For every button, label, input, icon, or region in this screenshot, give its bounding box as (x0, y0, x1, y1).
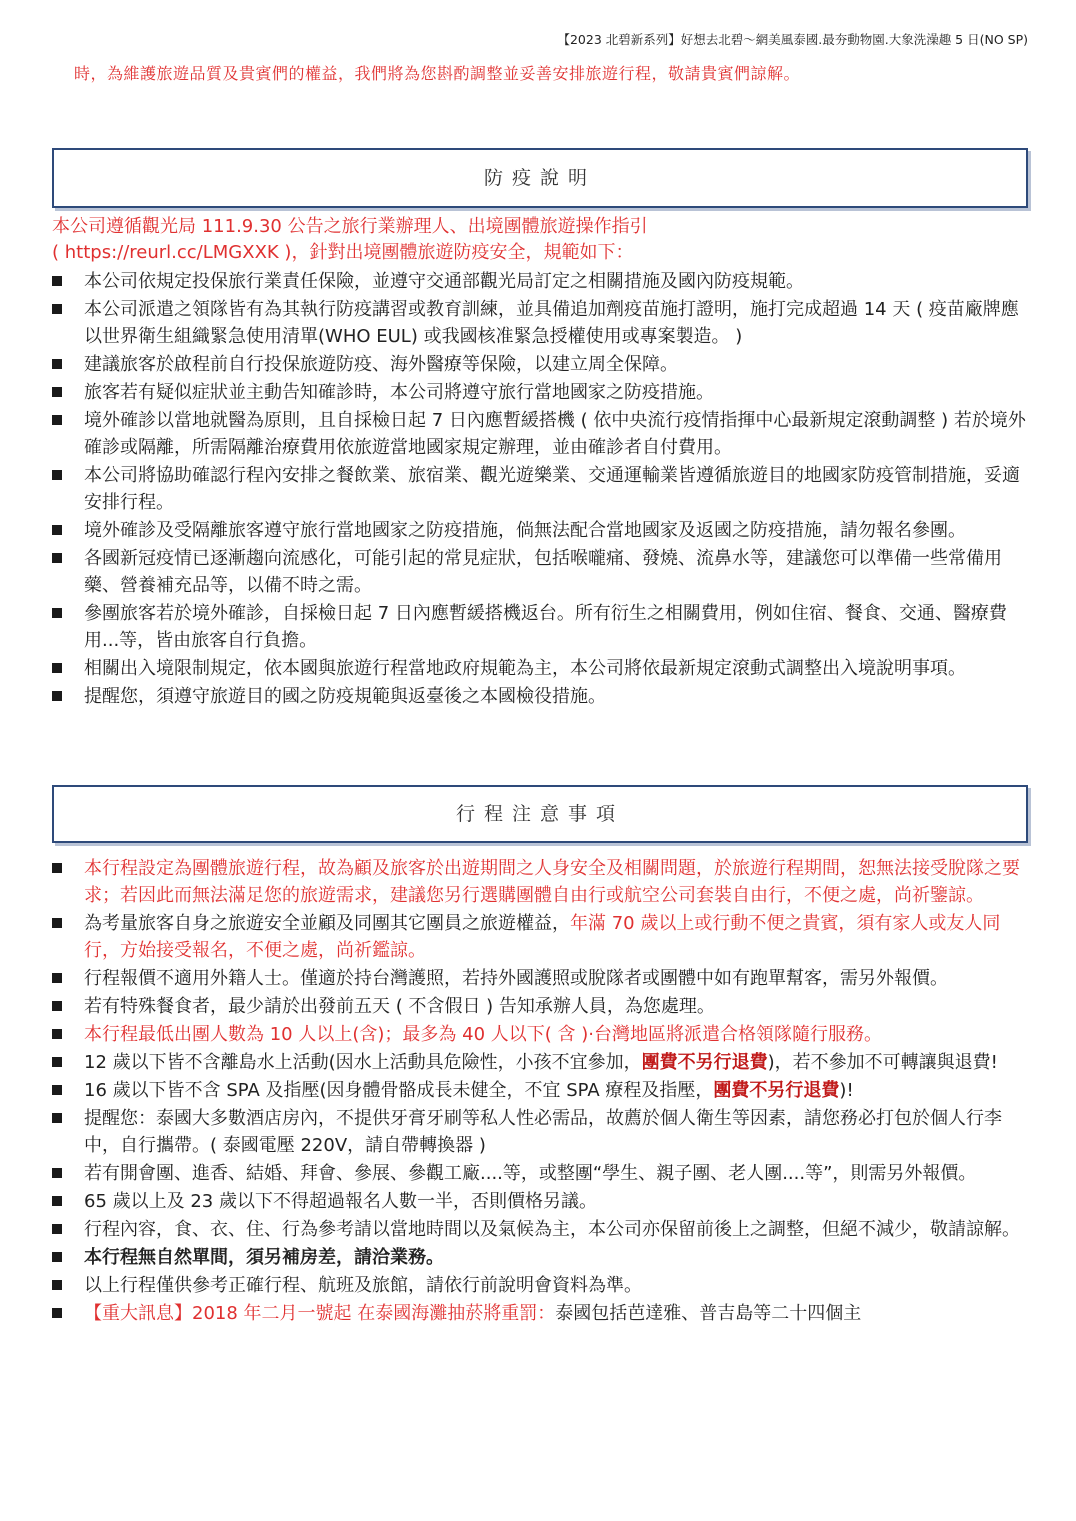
list-item-text: 本行程無自然單間，須另補房差，請洽業務。 (84, 1247, 444, 1268)
list-item (52, 910, 1032, 964)
list-item-text: 為考量旅客自身之旅遊安全並顧及同團其它團員之旅遊權益， (84, 913, 570, 934)
list-item-text: 提醒您：泰國大多數酒店房內，不提供牙膏牙刷等私人性必需品，故薦於個人衛生等因素，請您務必打包於個人行李中，自行攜帶。( 泰國電壓 220V，請自帶轉換器 ) (84, 1108, 1002, 1156)
list-item (52, 517, 1032, 544)
square-bullet-icon (52, 1252, 62, 1262)
list-item (52, 1272, 1032, 1299)
list-item-text: 65 歲以上及 23 歲以下不得超過報名人數一半，否則價格另議。 (84, 1191, 597, 1212)
list-item-text: 建議旅客於啟程前自行投保旅遊防疫、海外醫療等保險，以建立周全保障。 (84, 354, 678, 375)
list-item (52, 379, 1032, 406)
list-item-text: 本行程設定為團體旅遊行程，故為顧及旅客於出遊期間之人身安全及相關問題，於旅遊行程期間，恕無法接受脫隊之要求；若因此而無法滿足您的旅遊需求，建議您另行選購團體自由行或航空公司套裝自由行，不便之處，尚祈鑒諒。 (84, 858, 1020, 906)
square-bullet-icon (52, 470, 62, 480)
square-bullet-icon (52, 1196, 62, 1206)
adjustment-notice: 時，為維護旅遊品質及貴賓們的權益，我們將為您斟酌調整並妥善安排旅遊行程，敬請貴賓們諒解。 (74, 64, 801, 83)
epidemic-intro-line-2: ( https://reurl.cc/LMGXXK )，針對出境團體旅遊防疫安全，規範如下： (52, 242, 634, 263)
list-item (52, 683, 1032, 710)
list-item-text: 若有特殊餐食者，最少請於出發前五天 ( 不含假日 ) 告知承辦人員，為您處理。 (84, 996, 715, 1017)
epidemic-intro-line-1: 本公司遵循觀光局 111.9.30 公告之旅行業辦理人、出境團體旅遊操作指引 (52, 216, 648, 237)
square-bullet-icon (52, 1308, 62, 1318)
list-item (52, 993, 1032, 1020)
list-item-text: 旅客若有疑似症狀並主動告知確診時，本公司將遵守旅行當地國家之防疫措施。 (84, 382, 714, 403)
list-item-text: 若有開會團、進香、結婚、拜會、參展、參觀工廠....等，或整團“學生、親子團、老人團....等”，則需另外報價。 (84, 1163, 977, 1184)
list-item-text: 12 歲以下皆不含離島水上活動(因水上活動具危險性，小孩不宜參加， (84, 1052, 642, 1073)
list-item (52, 268, 1032, 295)
list-item-text: 本行程最低出團人數為 10 人以上(含)；最多為 40 人以下( 含 )·台灣地區將派遣合格領隊隨行服務。 (84, 1024, 882, 1045)
epidemic-intro (52, 214, 1032, 266)
square-bullet-icon (52, 387, 62, 397)
square-bullet-icon (52, 863, 62, 873)
list-item-text: 本公司將協助確認行程內安排之餐飲業、旅宿業、觀光遊樂業、交通運輸業皆遵循旅遊目的地國家防疫管制措施，妥適安排行程。 (84, 465, 1020, 513)
itinerary-notes-list (52, 855, 1032, 1328)
list-item-text: 本公司派遣之領隊皆有為其執行防疫講習或教育訓練，並具備追加劑疫苗施打證明，施打完成超過 14 天 ( 疫苗廠牌應以世界衛生組織緊急使用清單(WHO EUL) 或我國核准緊急授權使用或專案製造。 ) (84, 299, 1019, 347)
list-item-text: 泰國包括芭達雅、普吉島等二十四個主 (555, 1303, 862, 1324)
list-item (52, 1049, 1032, 1076)
list-item (52, 1105, 1032, 1159)
list-item-text: 本公司依規定投保旅行業責任保險，並遵守交通部觀光局訂定之相關措施及國內防疫規範。 (84, 271, 804, 292)
list-item (52, 1160, 1032, 1187)
section-title-epidemic: 防疫說明 (483, 167, 596, 189)
list-item (52, 600, 1032, 654)
list-item-text: )，若不參加不可轉讓與退費! (767, 1052, 998, 1073)
list-item (52, 655, 1032, 682)
list-item-text: 行程內容，食、衣、住、行為參考請以當地時間以及氣候為主，本公司亦保留前後上之調整，但絕不減少，敬請諒解。 (84, 1219, 1020, 1240)
square-bullet-icon (52, 691, 62, 701)
square-bullet-icon (52, 276, 62, 286)
square-bullet-icon (52, 1113, 62, 1123)
square-bullet-icon (52, 525, 62, 535)
square-bullet-icon (52, 1085, 62, 1095)
square-bullet-icon (52, 304, 62, 314)
epidemic-rules-list (52, 268, 1032, 711)
list-item-text: 相關出入境限制規定，依本國與旅遊行程當地政府規範為主，本公司將依最新規定滾動式調整出入境說明事項。 (84, 658, 966, 679)
list-item-text: 團費不另行退費 (641, 1052, 768, 1073)
list-item-text: 團費不另行退費 (713, 1080, 840, 1101)
square-bullet-icon (52, 553, 62, 563)
square-bullet-icon (52, 1168, 62, 1178)
list-item-text: 行程報價不適用外籍人士。僅適於持台灣護照，若持外國護照或脫隊者或團體中如有跑單幫客，需另外報價。 (84, 968, 948, 989)
square-bullet-icon (52, 663, 62, 673)
square-bullet-icon (52, 1001, 62, 1011)
section-title-box-notes (52, 785, 1028, 843)
square-bullet-icon (52, 1224, 62, 1234)
list-item (52, 1077, 1032, 1104)
list-item-text: 境外確診及受隔離旅客遵守旅行當地國家之防疫措施，倘無法配合當地國家及返國之防疫措施，請勿報名參團。 (84, 520, 966, 541)
list-item-text: 提醒您，須遵守旅遊目的國之防疫規範與返臺後之本國檢役措施。 (84, 686, 606, 707)
list-item-text: 參團旅客若於境外確診，自採檢日起 7 日內應暫緩搭機返台。所有衍生之相關費用，例如住宿、餐食、交通、醫療費用...等，皆由旅客自行負擔。 (84, 603, 1007, 651)
list-item-text: 年滿 70 歲以上或行動不便之貴賓，須有家人或友人同行，方始接受報名，不便之處，尚祈鑑諒。 (84, 913, 1001, 961)
square-bullet-icon (52, 1057, 62, 1067)
list-item-text: 16 歲以下皆不含 SPA 及指壓(因身體骨骼成長未健全，不宜 SPA 療程及指壓， (84, 1080, 714, 1101)
list-item (52, 965, 1032, 992)
square-bullet-icon (52, 415, 62, 425)
section-title-notes: 行程注意事項 (455, 803, 624, 825)
square-bullet-icon (52, 973, 62, 983)
list-item (52, 855, 1032, 909)
list-item-text: 【重大訊息】2018 年二月一號起 在泰國海灘抽菸將重罰： (84, 1303, 556, 1324)
square-bullet-icon (52, 1029, 62, 1039)
square-bullet-icon (52, 1280, 62, 1290)
list-item (52, 296, 1032, 350)
list-item (52, 407, 1032, 461)
list-item-text: )! (839, 1080, 854, 1101)
list-item-text: 各國新冠疫情已逐漸趨向流感化，可能引起的常見症狀，包括喉嚨痛、發燒、流鼻水等，建議您可以準備一些常備用藥、營養補充品等，以備不時之需。 (84, 548, 1002, 596)
list-item (52, 1216, 1032, 1243)
square-bullet-icon (52, 918, 62, 928)
list-item-text: 境外確診以當地就醫為原則，且自採檢日起 7 日內應暫緩搭機 ( 依中央流行疫情指揮中心最新規定滾動調整 ) 若於境外確診或隔離，所需隔離治療費用依旅遊當地國家規定辦理，並由確診者自付費用。 (84, 410, 1026, 458)
square-bullet-icon (52, 359, 62, 369)
list-item (52, 1244, 1032, 1271)
list-item (52, 1021, 1032, 1048)
list-item (52, 1300, 1032, 1327)
square-bullet-icon (52, 608, 62, 618)
list-item (52, 545, 1032, 599)
section-title-box-epidemic (52, 148, 1028, 208)
list-item-text: 以上行程僅供參考正確行程、航班及旅館，請依行前說明會資料為準。 (84, 1275, 642, 1296)
list-item (52, 351, 1032, 378)
list-item (52, 1188, 1032, 1215)
list-item (52, 462, 1032, 516)
document-header: 【2023 北碧新系列】好想去北碧～網美風泰國.最夯動物園.大象洗澡趣 5 日(NO SP) (557, 32, 1028, 47)
